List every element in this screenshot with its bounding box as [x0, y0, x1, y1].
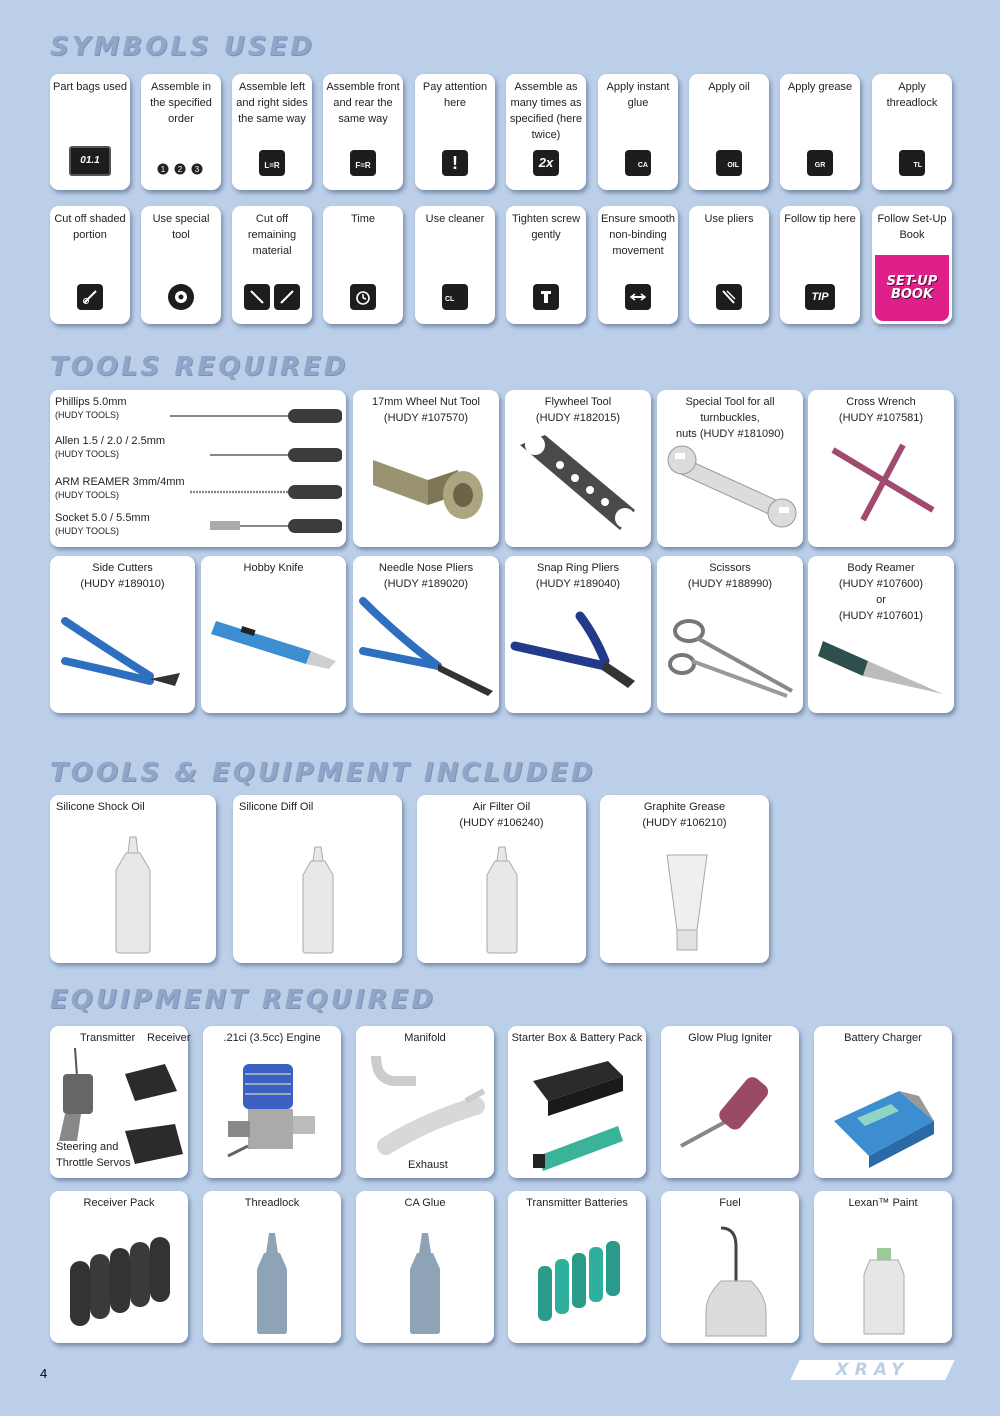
included-card — [600, 795, 769, 963]
symbol-label: Cut off remaining material — [247, 213, 297, 257]
tool-allen: Allen 1.5 / 2.0 / 2.5mm (HUDY TOOLS) — [55, 435, 166, 459]
screwdrivers-illustration — [160, 400, 342, 545]
part-bag-icon: 01.1 — [50, 146, 130, 176]
symbol-label: Assemble in the specified order — [150, 81, 212, 125]
symbol-label: Part bags used — [53, 81, 127, 93]
manifold-exhaust-illustration — [366, 1046, 491, 1156]
receiver-label: Receiver — [147, 1032, 191, 1044]
symbol-label: Cut off shaded portion — [54, 213, 126, 241]
tool-card — [657, 556, 803, 713]
servos-label: Steering and Throttle Servos — [56, 1141, 131, 1169]
cross-wrench-illustration — [823, 435, 943, 535]
equipment-label: Receiver Pack — [83, 1197, 155, 1209]
section-title-included: TOOLS & EQUIPMENT INCLUDED — [50, 758, 596, 788]
snap-ring-pliers-illustration — [510, 606, 650, 701]
symbol-label: Apply grease — [787, 81, 853, 93]
cut-icon — [50, 284, 130, 310]
equipment-card — [661, 1026, 799, 1178]
symbol-label: Ensure smooth non-binding movement — [601, 213, 675, 257]
equipment-label: CA Glue — [404, 1197, 446, 1209]
tool-label: 17mm Wheel Nut Tool (HUDY #107570) — [371, 396, 480, 424]
starter-box-battery-illustration — [523, 1056, 633, 1171]
equipment-label: Transmitter Batteries — [526, 1197, 628, 1209]
lexan-paint-can-illustration — [862, 1246, 907, 1338]
equipment-label: Battery Charger — [844, 1032, 922, 1044]
tool-label: Cross Wrench (HUDY #107581) — [838, 396, 924, 424]
equipment-label: Threadlock — [244, 1197, 300, 1209]
included-label: Graphite Grease (HUDY #106210) — [642, 801, 727, 829]
fuel-bottle-illustration — [701, 1226, 771, 1338]
tool-card — [657, 390, 803, 547]
shock-oil-bottle-illustration — [108, 835, 158, 955]
side-cutters-illustration — [60, 601, 190, 701]
symbol-label: Tighten screw gently — [511, 213, 581, 241]
equipment-card — [508, 1191, 646, 1343]
symbol-card — [506, 206, 586, 324]
battery-charger-illustration — [829, 1076, 939, 1171]
symbol-label: Use pliers — [704, 213, 754, 225]
tool-card — [808, 556, 954, 713]
symbol-card — [50, 74, 130, 190]
pliers-icon — [689, 284, 769, 310]
equipment-label: Starter Box & Battery Pack — [511, 1032, 643, 1044]
symbol-card — [323, 206, 403, 324]
tool-card — [505, 390, 651, 547]
equipment-card — [203, 1026, 341, 1178]
symbol-card — [506, 74, 586, 190]
body-reamer-illustration — [818, 636, 948, 706]
tool-label: Hobby Knife — [243, 562, 304, 574]
equipment-label: .21ci (3.5cc) Engine — [223, 1032, 321, 1044]
tool-label: Flywheel Tool (HUDY #182015) — [535, 396, 621, 424]
equipment-card — [814, 1026, 952, 1178]
order-icon — [141, 162, 221, 176]
ca-glue-bottle-illustration — [405, 1231, 445, 1336]
symbol-card-setup-book — [872, 206, 952, 324]
cleaner-icon: CL — [415, 284, 495, 310]
section-title-tools: TOOLS REQUIRED — [50, 352, 349, 382]
included-label: Silicone Diff Oil — [239, 801, 314, 813]
xray-logo: XRAY — [790, 1360, 954, 1380]
symbol-card — [598, 74, 678, 190]
symbol-card — [415, 74, 495, 190]
symbol-label: Apply threadlock — [886, 81, 938, 109]
attention-icon: ! — [415, 150, 495, 176]
symbol-label: Follow Set-Up Book — [877, 213, 947, 241]
symbol-card — [323, 74, 403, 190]
threadlock-bottle-illustration — [252, 1231, 292, 1336]
svg-text:3: 3 — [194, 165, 200, 174]
glow-plug-igniter-illustration — [676, 1061, 786, 1171]
tool-card — [353, 390, 499, 547]
section-title-symbols: SYMBOLS USED — [50, 32, 315, 62]
threadlock-icon: TL — [872, 150, 952, 176]
engine-illustration — [223, 1056, 323, 1171]
tools-list-card — [50, 390, 346, 547]
equipment-card — [814, 1191, 952, 1343]
equipment-card — [661, 1191, 799, 1343]
symbol-card — [780, 74, 860, 190]
equipment-card — [356, 1191, 494, 1343]
symbol-card — [689, 74, 769, 190]
tip-icon: TIP — [780, 284, 860, 310]
tool-card — [50, 556, 195, 713]
equipment-label: Glow Plug Igniter — [688, 1032, 772, 1044]
tool-card — [353, 556, 499, 713]
equipment-label: Lexan™ Paint — [848, 1197, 918, 1209]
symbol-card — [50, 206, 130, 324]
tool-card — [808, 390, 954, 547]
symbol-label: Assemble left and right sides the same way — [236, 81, 308, 125]
included-card — [233, 795, 402, 963]
tool-card — [201, 556, 346, 713]
symbol-card — [141, 206, 221, 324]
page-number: 4 — [40, 1366, 48, 1381]
air-filter-oil-bottle-illustration — [482, 845, 522, 955]
symbol-label: Assemble front and rear the same way — [326, 81, 400, 125]
symbol-label: Pay attention here — [422, 81, 488, 109]
exhaust-label: Exhaust — [408, 1159, 448, 1171]
special-tool-icon — [141, 284, 221, 310]
symbol-card — [598, 206, 678, 324]
tool-label: Body Reamer (HUDY #107600) or (HUDY #107601) — [838, 562, 924, 622]
wheel-nut-tool-illustration — [368, 435, 488, 535]
tool-label: Side Cutters (HUDY #189010) — [80, 562, 165, 590]
included-card — [50, 795, 216, 963]
repeat-icon: 2x — [506, 150, 586, 176]
section-title-equipment: EQUIPMENT REQUIRED — [50, 985, 436, 1015]
symbol-card — [415, 206, 495, 324]
svg-text:1: 1 — [160, 165, 166, 174]
symbol-card — [232, 74, 312, 190]
tool-label: Scissors (HUDY #188990) — [687, 562, 773, 590]
grease-icon: GR — [780, 150, 860, 176]
symbol-label: Time — [350, 213, 376, 225]
flywheel-tool-illustration — [515, 430, 645, 540]
front-rear-icon: F=R — [323, 150, 403, 176]
symbol-card — [780, 206, 860, 324]
svg-text:2: 2 — [177, 165, 183, 174]
turnbuckle-tool-illustration — [667, 435, 797, 540]
symbol-card — [689, 206, 769, 324]
equipment-card — [50, 1191, 188, 1343]
scissors-illustration — [667, 616, 797, 706]
symbol-label: Use cleaner — [425, 213, 485, 225]
screw-icon — [506, 284, 586, 310]
tool-label: Needle Nose Pliers (HUDY #189020) — [378, 562, 474, 590]
tool-label: Snap Ring Pliers (HUDY #189040) — [535, 562, 621, 590]
tool-phillips: Phillips 5.0mm (HUDY TOOLS) — [55, 396, 127, 420]
transmitter-batteries-illustration — [533, 1241, 623, 1336]
tool-arm-reamer: ARM REAMER 3mm/4mm (HUDY TOOLS) — [55, 476, 185, 500]
radio-equipment-illustration — [55, 1046, 185, 1171]
symbol-label: Apply instant glue — [606, 81, 670, 109]
manifold-label: Manifold — [404, 1032, 446, 1044]
equipment-card-manifold — [356, 1026, 494, 1178]
graphite-grease-tube-illustration — [665, 850, 710, 955]
included-label: Air Filter Oil (HUDY #106240) — [459, 801, 544, 829]
ca-glue-icon: CA — [598, 150, 678, 176]
symbol-label: Use special tool — [152, 213, 210, 241]
smooth-movement-icon — [598, 284, 678, 310]
equipment-card-radio — [50, 1026, 191, 1178]
included-card — [417, 795, 586, 963]
symbol-label: Follow tip here — [784, 213, 856, 225]
tool-socket: Socket 5.0 / 5.5mm (HUDY TOOLS) — [55, 512, 150, 536]
setup-book-icon: SET-UP BOOK — [875, 255, 949, 321]
symbol-label: Apply oil — [708, 81, 750, 93]
left-right-icon: L=R — [232, 150, 312, 176]
equipment-card — [203, 1191, 341, 1343]
diff-oil-bottle-illustration — [298, 845, 338, 955]
time-icon — [323, 284, 403, 310]
transmitter-label: Transmitter — [80, 1032, 136, 1044]
included-label: Silicone Shock Oil — [56, 801, 145, 813]
tool-label: Special Tool for all turnbuckles, nuts (HUDY #181090) — [675, 396, 785, 440]
needle-nose-pliers-illustration — [358, 596, 498, 706]
oil-icon: OIL — [689, 150, 769, 176]
equipment-card — [508, 1026, 646, 1178]
cut-remaining-icon — [232, 284, 312, 310]
symbol-card — [141, 74, 221, 190]
symbol-card — [232, 206, 312, 324]
symbol-label: Assemble as many times as specified (here twice) — [509, 81, 583, 141]
tool-card — [505, 556, 651, 713]
receiver-pack-illustration — [65, 1236, 175, 1336]
equipment-label: Fuel — [719, 1197, 741, 1209]
hobby-knife-illustration — [211, 606, 341, 676]
symbol-card — [872, 74, 952, 190]
